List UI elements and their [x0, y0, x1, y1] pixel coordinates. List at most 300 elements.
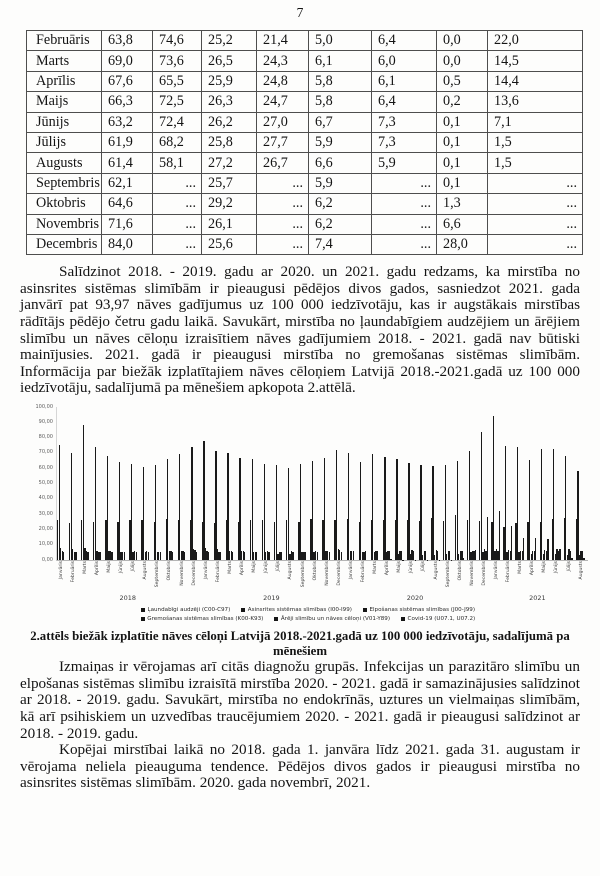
x-tick-label: Maijs [397, 561, 403, 573]
chart-month-group [527, 407, 539, 560]
table-row [27, 132, 583, 152]
bar [517, 447, 518, 560]
x-tick-label: Aprīlis [530, 561, 536, 576]
x-tick-cell [56, 561, 68, 594]
table-cell-value: 74,6 [153, 31, 202, 51]
table-row [27, 51, 583, 71]
chart-month-group [105, 407, 117, 560]
table-cell-value: 6,0 [372, 51, 437, 71]
table-cell-value: 0,1 [437, 132, 488, 152]
bar [191, 447, 192, 560]
x-tick-cell [116, 561, 128, 594]
x-tick-cell [153, 561, 165, 594]
table-cell-value: 58,1 [153, 153, 202, 173]
bar [119, 462, 120, 560]
table-cell-value: 5,8 [309, 92, 372, 112]
legend-marker [363, 608, 367, 612]
chart-month-group [178, 407, 190, 560]
x-tick-cell [298, 561, 310, 594]
x-tick-label: Decembris [191, 561, 197, 586]
x-tick-label: Septembris [155, 561, 161, 588]
table-cell-value: 13,6 [488, 92, 583, 112]
x-tick-label: Janvāris [348, 561, 354, 580]
table-cell-value: 14,4 [488, 71, 583, 91]
table-cell-value: 25,9 [202, 71, 257, 91]
x-tick-label: Marts [227, 561, 233, 574]
bar [99, 552, 100, 560]
chart-month-group [334, 407, 346, 560]
table-cell-value: 65,5 [153, 71, 202, 91]
chart-month-group [431, 407, 443, 560]
bar [317, 552, 318, 560]
chart-month-group [503, 407, 515, 560]
x-tick-label: Septembris [445, 561, 451, 588]
table-row [27, 31, 583, 51]
table-cell-month: Jūlijs [27, 132, 102, 152]
chart-month-group [491, 407, 503, 560]
legend-marker [241, 608, 245, 612]
bar [203, 441, 204, 560]
year-label: 2020 [406, 594, 424, 603]
chart-month-group [154, 407, 166, 560]
x-tick-label: Oktobris [457, 561, 463, 581]
table-cell-value: 63,8 [102, 31, 153, 51]
table-cell-month: Oktobris [27, 194, 102, 214]
x-tick-cell [237, 561, 249, 594]
table-cell-value: 71,6 [102, 214, 153, 234]
x-tick-label: Janvāris [58, 561, 64, 580]
table-cell-value: 5,9 [309, 173, 372, 193]
chart-month-group [298, 407, 310, 560]
bar [300, 464, 301, 560]
table-cell-value: ... [153, 194, 202, 214]
legend-marker [274, 617, 278, 621]
bar [377, 551, 378, 560]
x-tick-cell [576, 561, 588, 594]
table-cell-value: 68,2 [153, 132, 202, 152]
bar [336, 450, 337, 560]
table-cell-value: 21,4 [257, 31, 309, 51]
bar [420, 465, 421, 560]
bar [63, 552, 64, 560]
bar [136, 552, 137, 560]
x-tick-cell [322, 561, 334, 594]
bar [372, 454, 373, 560]
y-tick-label: 90,00 [38, 418, 53, 425]
legend-item [141, 616, 264, 622]
paragraph-mortality-comparison: Salīdzinot 2018. - 2019. gadu ar 2020. un 2021. gadu redzams, ka mirstība no asinsrites sistēmas slimībām ir pieaugusi pēdējos divos gados, sasniedzot 2021. gada janvārī pat 93,97 nāves gadījumus uz 100 000 iedzīvotāju, kas ir augstākais mirstības rādītājs pēdējo četru gadu laikā. Savukārt, mirstība no ļaundabīgiem audzējiem un ārējiem slimību un nāves cēloņu izraisītiem nāves gadījumiem 2018. - 2021. gadā nav būtiski mainījusies. 2021. gadā ir pieaugusi mirstība no gremošanas sistēmas slimībām. Informācija par biežāk izplatītajiem nāves cēloņiem Latvijā 2018.-2021.gadā uz 100 000 iedzīvotāju, sadalījumā pa mēnešiem apkopota 2.attēlā. [20, 263, 580, 397]
bar [131, 464, 132, 560]
table-cell-month: Aprīlis [27, 71, 102, 91]
x-tick-cell [564, 561, 576, 594]
legend-marker [401, 617, 405, 621]
table-cell-value: 67,6 [102, 71, 153, 91]
legend-item [363, 607, 475, 613]
bar [565, 456, 566, 560]
x-tick-label: Septembris [300, 561, 306, 588]
x-tick-label: Jūnijs [119, 561, 125, 574]
bar [408, 463, 409, 560]
x-tick-cell [431, 561, 443, 594]
table-cell-value: 5,9 [309, 132, 372, 152]
table-cell-value: 5,0 [309, 31, 372, 51]
table-cell-value: 72,5 [153, 92, 202, 112]
bar [208, 552, 209, 560]
x-tick-label: Jūlijs [276, 561, 282, 572]
chart-month-group [407, 407, 419, 560]
x-tick-label: Jūlijs [421, 561, 427, 572]
table-cell-value: 64,6 [102, 194, 153, 214]
table-cell-value: ... [372, 173, 437, 193]
table-cell-value: ... [488, 234, 583, 254]
y-tick-label: 100,00 [35, 403, 53, 410]
bar [179, 454, 180, 560]
table-cell-month: Jūnijs [27, 112, 102, 132]
bar [365, 551, 366, 560]
bar [292, 552, 293, 560]
chart-x-axis [56, 561, 588, 594]
x-tick-cell [552, 561, 564, 594]
chart-month-group [202, 407, 214, 560]
chart-month-group [69, 407, 81, 560]
table-row [27, 194, 583, 214]
table-cell-value: 0,0 [437, 51, 488, 71]
x-tick-label: Marts [518, 561, 524, 574]
x-tick-label: Februāris [506, 561, 512, 583]
x-tick-cell [225, 561, 237, 594]
bar [348, 453, 349, 560]
x-tick-label: Jūnijs [554, 561, 560, 574]
table-cell-value: 27,2 [202, 153, 257, 173]
figure-caption: 2.attēls biežāk izplatītie nāves cēloņi Latvijā 2018.-2021.gadā uz 100 000 iedzīvotāju, sadalījumā pa mēnešiem [30, 629, 570, 658]
bar [469, 451, 470, 561]
table-cell-value: 25,2 [202, 31, 257, 51]
table-row [27, 153, 583, 173]
chart-month-group [322, 407, 334, 560]
y-tick-label: 70,00 [38, 449, 53, 456]
bar [396, 459, 397, 560]
table-cell-value: 29,2 [202, 194, 257, 214]
legend-marker [141, 617, 145, 621]
bar [280, 552, 281, 560]
bar [143, 467, 144, 560]
chart-month-group [443, 407, 455, 560]
bar [329, 552, 330, 560]
x-tick-label: Novembris [324, 561, 330, 586]
table-row [27, 112, 583, 132]
legend-marker [141, 608, 145, 612]
bar [111, 552, 112, 560]
chart-month-group [564, 407, 576, 560]
bar [541, 449, 542, 560]
x-tick-label: Aprīlis [94, 561, 100, 576]
chart-month-group [455, 407, 467, 560]
chart-month-group [310, 407, 322, 560]
table-cell-value: 0,5 [437, 71, 488, 91]
table-cell-value: ... [372, 214, 437, 234]
table-row [27, 173, 583, 193]
table-cell-value: 73,6 [153, 51, 202, 71]
table-cell-value: 0,0 [437, 31, 488, 51]
x-tick-cell [443, 561, 455, 594]
table-cell-value: 62,1 [102, 173, 153, 193]
chart-year-axis [56, 594, 588, 603]
table-cell-value: 6,1 [372, 71, 437, 91]
y-tick-label: 80,00 [38, 434, 53, 441]
bar [167, 459, 168, 560]
bar [252, 459, 253, 560]
bar [83, 425, 84, 560]
table-cell-value: 7,3 [372, 112, 437, 132]
bar [107, 456, 108, 560]
bar [324, 458, 325, 561]
legend-row-2 [28, 616, 588, 622]
y-tick-label: 40,00 [38, 495, 53, 502]
bar [184, 552, 185, 560]
legend-row-1 [28, 607, 588, 613]
bar [425, 551, 426, 560]
table-cell-month: Novembris [27, 214, 102, 234]
legend-label: Elpošanas sistēmas slimības (J00-J99) [369, 607, 476, 614]
table-cell-value: 26,7 [257, 153, 309, 173]
legend-label: Ļaundabīgi audzēji (C00-C97) [147, 607, 231, 614]
x-tick-cell [334, 561, 346, 594]
bar [268, 552, 269, 560]
bar [312, 461, 313, 560]
table-cell-value: ... [153, 234, 202, 254]
table-cell-value: 84,0 [102, 234, 153, 254]
legend-item [401, 616, 475, 622]
x-tick-cell [383, 561, 395, 594]
x-tick-label: Maijs [252, 561, 258, 573]
bar [401, 551, 402, 560]
bar [239, 458, 240, 561]
legend-label: Covid-19 (U07.1, U07.2) [407, 616, 476, 623]
bar [535, 538, 536, 560]
x-tick-cell [104, 561, 116, 594]
x-tick-label: Marts [373, 561, 379, 574]
bar [87, 552, 88, 560]
x-tick-label: Jūnijs [409, 561, 415, 574]
table-cell-value: ... [257, 214, 309, 234]
table-cell-month: Maijs [27, 92, 102, 112]
x-tick-cell [479, 561, 491, 594]
bar [559, 549, 560, 560]
bar [445, 465, 446, 560]
table-cell-value: 1,5 [488, 153, 583, 173]
table-cell-value: 6,2 [309, 194, 372, 214]
x-tick-cell [395, 561, 407, 594]
x-tick-cell [201, 561, 213, 594]
chart-month-group [117, 407, 129, 560]
chart-month-group [419, 407, 431, 560]
x-tick-cell [213, 561, 225, 594]
x-tick-label: Jūnijs [264, 561, 270, 574]
table-cell-value: 61,4 [102, 153, 153, 173]
x-tick-label: Oktobris [312, 561, 318, 581]
chart-month-group [576, 407, 588, 560]
x-tick-label: Marts [82, 561, 88, 574]
table-row [27, 92, 583, 112]
table-cell-value: ... [372, 234, 437, 254]
x-tick-cell [165, 561, 177, 594]
x-tick-cell [129, 561, 141, 594]
table-cell-value: ... [257, 234, 309, 254]
x-tick-cell [491, 561, 503, 594]
bar [215, 451, 216, 560]
bar [449, 551, 450, 560]
bar [95, 447, 96, 560]
legend-label: Ārēji slimību un nāves cēloņi (V01-Y89) [280, 616, 391, 623]
table-cell-value: 26,5 [202, 51, 257, 71]
table-cell-value: 24,3 [257, 51, 309, 71]
y-tick-label: 30,00 [38, 510, 53, 517]
bar [276, 465, 277, 560]
table-cell-value: ... [153, 173, 202, 193]
bar [493, 416, 494, 560]
table-cell-value: 7,1 [488, 112, 583, 132]
table-cell-value: ... [488, 214, 583, 234]
bar [523, 538, 524, 560]
table-cell-value: 0,2 [437, 92, 488, 112]
table-cell-month: Februāris [27, 31, 102, 51]
bar [437, 551, 438, 560]
paragraph-other-diagnoses: Izmaiņas ir vērojamas arī citās diagnožu grupās. Infekcijas un parazitāro slimību un elpošanas sistēmas slimību izraisītā mirstība 2020. - 2021. gadā ir samazinājusies salīdzinot ar 2018. - 2019. gadu. Savukārt, mirstība no endokrīnās, uztures un vielmaiņas slimībām, kā arī psihiskiem un uzvedības traucējumiem 2020. - 2021. gadā ir pieaugusi salīdzinot ar 2018. - 2019. gadu. [20, 658, 580, 742]
x-tick-label: Aprīlis [240, 561, 246, 576]
chart-month-group [238, 407, 250, 560]
chart-month-group [166, 407, 178, 560]
bar [232, 552, 233, 560]
bar [172, 552, 173, 560]
table-cell-value: 63,2 [102, 112, 153, 132]
table-cell-value: 27,0 [257, 112, 309, 132]
bar [155, 465, 156, 560]
chart-month-group [129, 407, 141, 560]
x-tick-label: Augusts [143, 561, 149, 580]
x-tick-cell [189, 561, 201, 594]
table-cell-value: 0,1 [437, 153, 488, 173]
bar [432, 466, 433, 560]
table-cell-value: 24,8 [257, 71, 309, 91]
table-cell-value: 5,9 [372, 153, 437, 173]
table-cell-value: 1,3 [437, 194, 488, 214]
legend-label: Asinsrites sistēmas slimības (I00-I99) [247, 607, 352, 614]
bar [341, 552, 342, 560]
x-tick-cell [262, 561, 274, 594]
table-cell-value: ... [153, 214, 202, 234]
bar [384, 457, 385, 560]
table-cell-value: 0,1 [437, 173, 488, 193]
bar [148, 552, 149, 560]
x-tick-label: Aprīlis [385, 561, 391, 576]
x-tick-label: Jūlijs [566, 561, 572, 572]
table-cell-value: 6,2 [309, 214, 372, 234]
x-tick-cell [528, 561, 540, 594]
bar [475, 550, 476, 560]
bar [390, 559, 391, 560]
x-tick-cell [68, 561, 80, 594]
table-cell-value: 6,4 [372, 92, 437, 112]
table-cell-value: 1,5 [488, 132, 583, 152]
x-tick-cell [274, 561, 286, 594]
bar [577, 471, 578, 560]
mortality-table-body [27, 31, 583, 255]
x-tick-cell [358, 561, 370, 594]
table-cell-value: 25,7 [202, 173, 257, 193]
chart-plot-wrap [28, 403, 588, 563]
bar [571, 558, 572, 560]
chart-month-group [359, 407, 371, 560]
bar [59, 445, 60, 560]
table-cell-value: 22,0 [488, 31, 583, 51]
bar [227, 453, 228, 560]
mortality-table [26, 30, 583, 255]
table-cell-value: ... [257, 194, 309, 214]
legend-item [274, 616, 390, 622]
table-cell-month: Marts [27, 51, 102, 71]
chart-month-group [395, 407, 407, 560]
x-tick-label: Maijs [107, 561, 113, 573]
bar [505, 446, 506, 560]
bar [499, 511, 500, 560]
legend-item [141, 607, 230, 613]
chart-month-group [250, 407, 262, 560]
legend-item [241, 607, 352, 613]
bar [553, 449, 554, 560]
causes-of-death-chart [28, 403, 588, 623]
table-cell-value: 27,7 [257, 132, 309, 152]
table-row [27, 234, 583, 254]
x-tick-cell [370, 561, 382, 594]
chart-month-group [347, 407, 359, 560]
table-cell-value: 26,1 [202, 214, 257, 234]
bar [288, 468, 289, 560]
x-tick-label: Decembris [336, 561, 342, 586]
chart-month-group [540, 407, 552, 560]
bar [529, 460, 530, 560]
x-tick-label: Februāris [70, 561, 76, 583]
year-label: 2019 [263, 594, 280, 603]
x-tick-label: Janvāris [203, 561, 209, 580]
x-tick-cell [516, 561, 528, 594]
chart-month-group [93, 407, 105, 560]
chart-y-axis [28, 403, 56, 563]
x-tick-cell [346, 561, 358, 594]
bar [264, 464, 265, 560]
bar [160, 552, 161, 560]
x-tick-cell [467, 561, 479, 594]
x-tick-cell [286, 561, 298, 594]
chart-month-group [190, 407, 202, 560]
chart-month-group [286, 407, 298, 560]
x-tick-label: Augusts [433, 561, 439, 580]
chart-plot [56, 407, 588, 561]
bar [75, 552, 76, 560]
table-cell-value: 66,3 [102, 92, 153, 112]
x-tick-label: Decembris [481, 561, 487, 586]
year-label: 2021 [529, 594, 546, 603]
bar [487, 517, 488, 560]
x-tick-label: Maijs [542, 561, 548, 573]
table-cell-value: ... [488, 173, 583, 193]
bar [196, 552, 197, 560]
table-cell-value: 6,6 [437, 214, 488, 234]
bar [583, 558, 584, 560]
chart-month-group [81, 407, 93, 560]
x-tick-cell [177, 561, 189, 594]
table-cell-value: 25,8 [202, 132, 257, 152]
table-cell-value: 7,3 [372, 132, 437, 152]
